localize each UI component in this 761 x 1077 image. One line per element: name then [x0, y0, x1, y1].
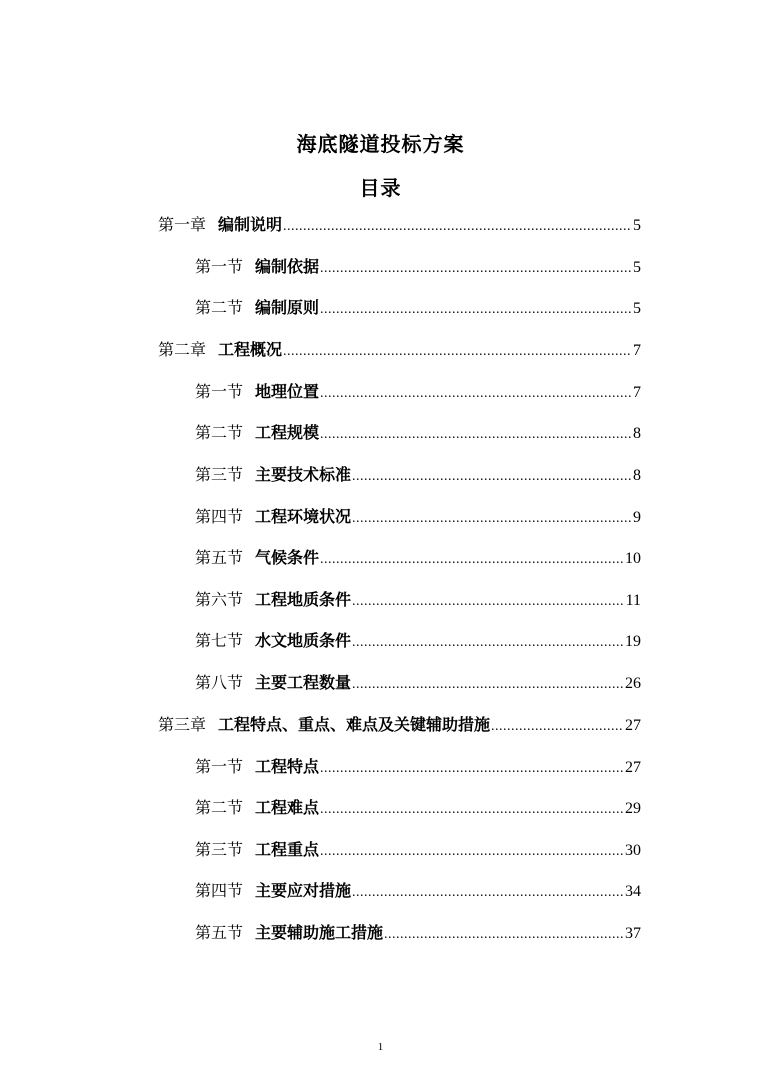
toc-label: 第一章 [158, 215, 207, 234]
toc-section[interactable] [195, 462, 641, 488]
toc-title: 主要技术标准 [255, 465, 352, 484]
toc-leader-dots [283, 214, 632, 240]
toc-leader-dots [352, 880, 624, 906]
toc-page-number: 11 [625, 592, 641, 609]
toc-label: 第三节 [195, 465, 244, 484]
toc-section[interactable] [195, 379, 641, 405]
toc-section[interactable] [195, 878, 641, 904]
toc-page-number: 5 [633, 300, 641, 317]
toc-leader-dots [320, 381, 632, 407]
toc-title: 编制原则 [255, 298, 320, 317]
toc-label: 第三节 [195, 840, 244, 859]
toc-label: 第四节 [195, 507, 244, 526]
toc-title: 工程地质条件 [255, 590, 352, 609]
toc-title: 编制依据 [255, 257, 320, 276]
toc-page-number: 27 [625, 717, 641, 734]
toc-label: 第二章 [158, 340, 207, 359]
toc-title: 地理位置 [255, 382, 320, 401]
toc-title: 工程特点、重点、难点及关键辅助措施 [218, 715, 491, 734]
toc-label: 第七节 [195, 631, 244, 650]
toc-leader-dots [320, 839, 624, 865]
toc-page-number: 27 [625, 759, 641, 776]
toc-title: 主要工程数量 [255, 673, 352, 692]
toc-page-number: 30 [625, 842, 641, 859]
toc-section[interactable] [195, 420, 641, 446]
toc-page-number: 34 [625, 883, 641, 900]
toc-section[interactable] [195, 587, 641, 613]
toc-leader-dots [320, 797, 624, 823]
toc-title: 工程环境状况 [255, 507, 352, 526]
toc-page-number: 10 [625, 550, 641, 567]
toc-leader-dots [384, 922, 624, 948]
toc-chapter-1[interactable] [158, 212, 641, 238]
toc-section[interactable] [195, 670, 641, 696]
toc-chapter-2[interactable] [158, 337, 641, 363]
toc-leader-dots [352, 630, 624, 656]
toc-page-number: 37 [625, 925, 641, 942]
toc-leader-dots [320, 422, 632, 448]
toc-section[interactable] [195, 628, 641, 654]
toc-page-number: 29 [625, 800, 641, 817]
toc-page-number: 8 [633, 467, 641, 484]
toc-title: 主要辅助施工措施 [255, 923, 384, 942]
toc-page-number: 7 [633, 342, 641, 359]
toc-label: 第五节 [195, 923, 244, 942]
toc-page-number: 5 [633, 259, 641, 276]
toc-title: 编制说明 [218, 215, 283, 234]
toc-leader-dots [283, 339, 632, 365]
toc-label: 第二节 [195, 423, 244, 442]
toc-section[interactable] [195, 295, 641, 321]
toc-leader-dots [352, 464, 632, 490]
toc-page-number: 26 [625, 675, 641, 692]
toc-title: 工程规模 [255, 423, 320, 442]
toc-label: 第八节 [195, 673, 244, 692]
toc-leader-dots [352, 506, 632, 532]
document-title: 海底隧道投标方案 [296, 132, 465, 156]
toc-section[interactable] [195, 754, 641, 780]
toc-leader-dots [320, 297, 632, 323]
toc-leader-dots [491, 714, 624, 740]
toc-section[interactable] [195, 837, 641, 863]
toc-label: 第一节 [195, 757, 244, 776]
toc-title: 工程难点 [255, 798, 320, 817]
toc-page-number: 7 [633, 384, 641, 401]
toc-label: 第五节 [195, 548, 244, 567]
toc-title: 工程概况 [218, 340, 283, 359]
toc-label: 第一节 [195, 257, 244, 276]
toc-label: 第四节 [195, 881, 244, 900]
page-number: 1 [377, 1041, 384, 1053]
toc-heading: 目录 [359, 176, 402, 200]
toc-title: 气候条件 [255, 548, 320, 567]
toc-title: 水文地质条件 [255, 631, 352, 650]
toc-section[interactable] [195, 795, 641, 821]
toc-page-number: 5 [633, 217, 641, 234]
toc-page-number: 19 [625, 633, 641, 650]
toc-section[interactable] [195, 504, 641, 530]
toc-label: 第一节 [195, 382, 244, 401]
toc-label: 第二节 [195, 298, 244, 317]
toc-chapter-3[interactable] [158, 712, 641, 738]
toc-section[interactable] [195, 920, 641, 946]
toc-leader-dots [320, 756, 624, 782]
toc-title: 工程特点 [255, 757, 320, 776]
toc-label: 第三章 [158, 715, 207, 734]
toc-label: 第六节 [195, 590, 244, 609]
toc-section[interactable] [195, 545, 641, 571]
toc-section[interactable] [195, 254, 641, 280]
toc-page-number: 9 [633, 509, 641, 526]
toc-leader-dots [320, 547, 624, 573]
toc-page-number: 8 [633, 425, 641, 442]
toc-leader-dots [352, 589, 625, 615]
toc-title: 主要应对措施 [255, 881, 352, 900]
toc-leader-dots [352, 672, 624, 698]
toc-leader-dots [320, 256, 632, 282]
toc-title: 工程重点 [255, 840, 320, 859]
toc-label: 第二节 [195, 798, 244, 817]
